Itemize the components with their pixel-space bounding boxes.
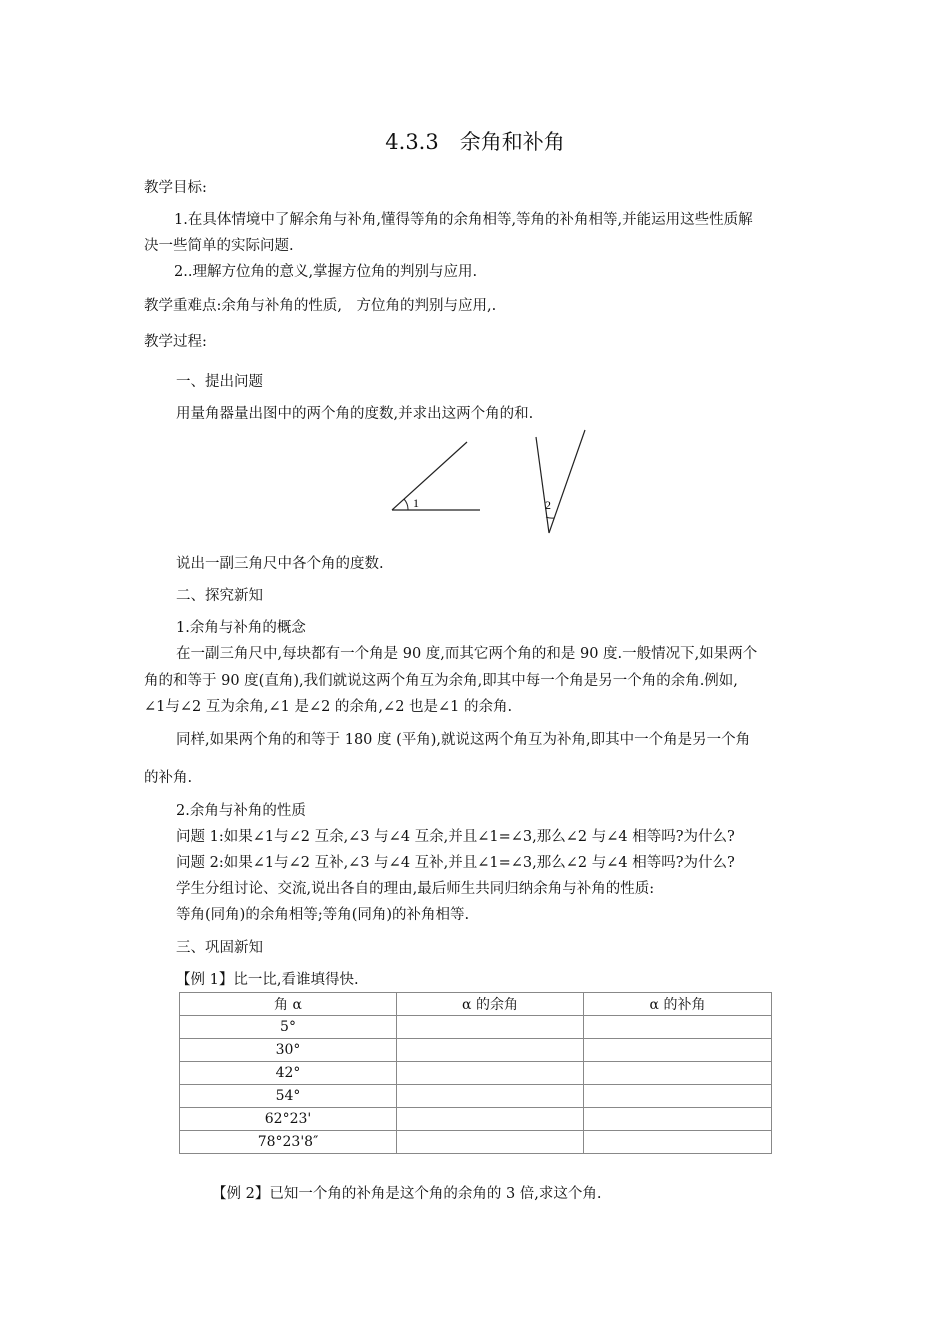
table-row [180, 1131, 772, 1154]
angle-2-label: 2 [545, 498, 551, 512]
table-row [180, 1085, 772, 1108]
table-cell-angle: 54° [180, 1085, 397, 1108]
concept-heading: 1.余角与补角的概念 [176, 620, 306, 636]
table-cell-supplement [584, 1085, 772, 1108]
table-cell-supplement [584, 1039, 772, 1062]
angle-1-label: 1 [413, 496, 419, 510]
property-conclusion: 等角(同角)的余角相等;等角(同角)的补角相等. [176, 907, 470, 923]
section-3-heading: 三、巩固新知 [176, 940, 263, 956]
table-row [180, 1108, 772, 1131]
table-row [180, 1016, 772, 1039]
section-1-text: 用量角器量出图中的两个角的度数,并求出这两个角的和. [176, 406, 534, 422]
table-cell-angle: 5° [180, 1016, 397, 1039]
process-heading: 教学过程: [144, 334, 207, 350]
example-2: 【例 2】已知一个角的补角是这个角的余角的 3 倍,求这个角. [212, 1186, 602, 1202]
objective-1-line-1: 1.在具体情境中了解余角与补角,懂得等角的余角相等,等角的补角相等,并能运用这些性质解 [174, 212, 753, 228]
table-cell-complement [397, 1085, 584, 1108]
table-cell-supplement [584, 1062, 772, 1085]
discussion-text: 学生分组讨论、交流,说出各自的理由,最后师生共同归纳余角与补角的性质: [176, 881, 655, 897]
property-heading: 2.余角与补角的性质 [176, 803, 306, 819]
table-row [180, 1062, 772, 1085]
angle-figure [380, 425, 600, 537]
concept-paragraph-2-line-2: 的补角. [144, 770, 193, 786]
angle-1-diagram [392, 442, 480, 510]
table-cell-supplement [584, 1016, 772, 1039]
angle-2-right-ray [549, 430, 585, 533]
table-cell-complement [397, 1131, 584, 1154]
table-cell-complement [397, 1016, 584, 1039]
objective-1-line-2: 决一些简单的实际问题. [144, 238, 294, 254]
objectives-heading: 教学目标: [144, 180, 207, 196]
page-title: 4.3.3 余角和补角 [385, 130, 565, 154]
angle-1-slanted-ray [392, 442, 467, 510]
table-cell-complement [397, 1039, 584, 1062]
section-2-heading: 二、探究新知 [176, 588, 263, 604]
angle-1-arc [404, 499, 408, 510]
angle-table [179, 992, 772, 1154]
header-complement: α 的余角 [397, 993, 584, 1016]
table-cell-supplement [584, 1131, 772, 1154]
table-header-row [180, 993, 772, 1016]
table-cell-complement [397, 1108, 584, 1131]
concept-paragraph-1-line-2: 角的和等于 90 度(直角),我们就说这两个角互为余角,即其中每一个角是另一个角的余角.例如, [144, 673, 738, 689]
question-2: 问题 2:如果∠1与∠2 互补,∠3 与∠4 互补,并且∠1=∠3,那么∠2 与∠4 相等吗?为什么? [176, 855, 735, 871]
question-1: 问题 1:如果∠1与∠2 互余,∠3 与∠4 互余,并且∠1=∠3,那么∠2 与∠4 相等吗?为什么? [176, 829, 735, 845]
section-1-heading: 一、提出问题 [176, 374, 263, 390]
key-points: 教学重难点:余角与补角的性质, 方位角的判别与应用,. [144, 298, 497, 314]
table-cell-angle: 78°23'8″ [180, 1131, 397, 1154]
concept-paragraph-1-line-3: ∠1与∠2 互为余角,∠1 是∠2 的余角,∠2 也是∠1 的余角. [144, 699, 513, 715]
concept-paragraph-2-line-1: 同样,如果两个角的和等于 180 度 (平角),就说这两个角互为补角,即其中一个角是另一个角 [176, 732, 751, 748]
angle-2-diagram [536, 430, 585, 533]
header-angle: 角 α [180, 993, 397, 1016]
table-cell-angle: 62°23' [180, 1108, 397, 1131]
angle-2-left-ray [536, 437, 549, 533]
objective-2: 2..理解方位角的意义,掌握方位角的判别与应用. [174, 264, 478, 280]
table-cell-angle: 30° [180, 1039, 397, 1062]
triangle-ruler-text: 说出一副三角尺中各个角的度数. [176, 556, 384, 572]
example-1: 【例 1】比一比,看谁填得快. [176, 972, 359, 988]
table-cell-supplement [584, 1108, 772, 1131]
header-supplement: α 的补角 [584, 993, 772, 1016]
table-cell-complement [397, 1062, 584, 1085]
concept-paragraph-1-line-1: 在一副三角尺中,每块都有一个角是 90 度,而其它两个角的和是 90 度.一般情况下,如果两个 [176, 646, 758, 662]
table-cell-angle: 42° [180, 1062, 397, 1085]
table-row [180, 1039, 772, 1062]
